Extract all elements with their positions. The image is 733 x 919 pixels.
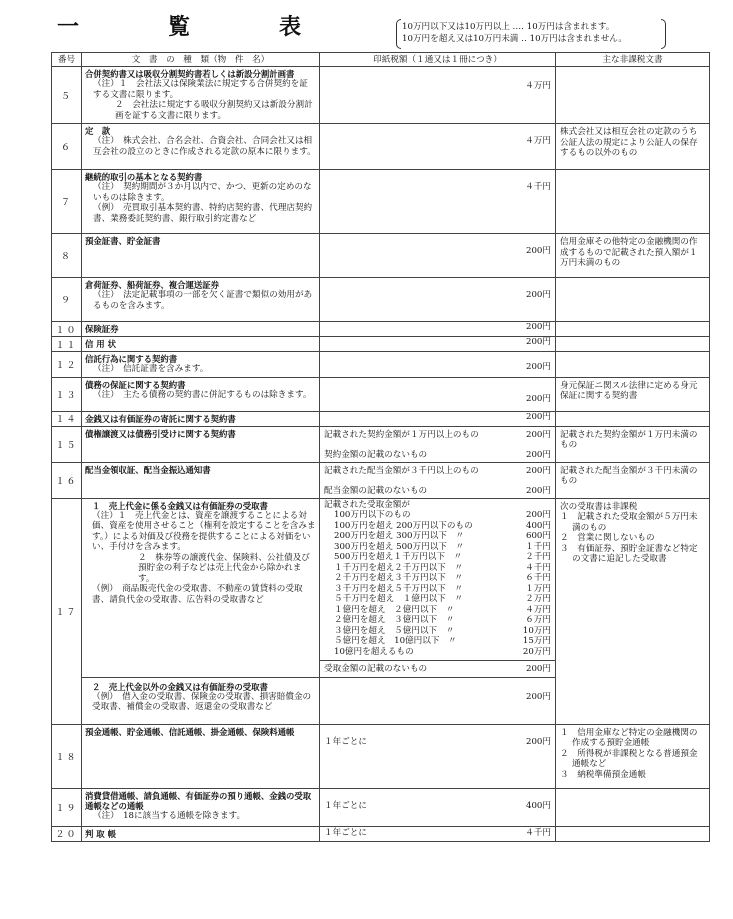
tax-line xyxy=(320,801,555,812)
tax-cell xyxy=(320,677,556,724)
exempt-cell: 信用金庫その他特定の金融機関の作成するもので記載された預入額が１万円未満のもの xyxy=(556,234,710,278)
bracket-amount: １千円 xyxy=(525,541,551,552)
tax-cell xyxy=(320,826,556,841)
header-doc: 文 書 の 種 類（物 件 名） xyxy=(82,53,320,67)
doc-title: 継続的取引の基本となる契約書 xyxy=(85,172,203,182)
doc-cell xyxy=(82,462,320,498)
doc-title: 倉荷証券、船荷証券、複合運送証券 xyxy=(85,280,219,290)
tax-cell xyxy=(320,67,556,124)
bracket-amount: ２万円 xyxy=(525,594,551,604)
tax-desc: 契約金額の記載のないもの xyxy=(324,449,428,460)
doc-title: 合併契約書又は吸収分割契約書若しくは新設分割計画書 xyxy=(85,69,295,79)
bracket-amount: ４万円 xyxy=(525,604,551,615)
bracket-line xyxy=(320,636,555,647)
bracket-line xyxy=(320,615,555,626)
tax-cell xyxy=(320,411,556,426)
tax-amount: 200円 xyxy=(526,449,551,460)
bracket-line xyxy=(320,552,555,563)
doc-title: 信託行為に関する契約書 xyxy=(85,354,178,364)
exempt-line: ３ 納税準備預金通帳 xyxy=(560,769,646,780)
exempt-cell xyxy=(556,278,710,322)
bracket-desc: 10億円を超えるもの xyxy=(334,646,414,657)
table-row xyxy=(52,498,710,677)
tax-line xyxy=(320,445,555,461)
bracket-line xyxy=(320,563,555,574)
table-row xyxy=(52,278,710,322)
exempt-cell xyxy=(556,322,710,337)
exempt-cell xyxy=(556,170,710,234)
bracket-desc: ３億円を超え ５億円以下 〃 xyxy=(334,625,455,636)
doc-title: 信 用 状 xyxy=(85,339,116,349)
bracket-list xyxy=(320,510,555,657)
row-number: ５ xyxy=(52,67,82,124)
exempt-line: １ 記載された受取金額が５万円未満のもの xyxy=(560,512,698,533)
note-line-2: 10万円を超え又は10万円未満 ‥ 10万円は含まれません。 xyxy=(402,34,627,44)
bracket-line xyxy=(320,626,555,637)
doc-note: （注）１ 会社法又は保険業法に規定する合併契約を証する文書に限ります。 xyxy=(93,79,308,100)
tax-line xyxy=(320,427,555,445)
exempt-line: 次の受取書は非課税 xyxy=(560,501,638,512)
row-number: １６ xyxy=(52,462,82,498)
bracket-amount: ２千円 xyxy=(525,552,551,562)
doc-title: ２ 売上代金以外の金銭又は有価証券の受取書 xyxy=(92,681,268,692)
table-row xyxy=(52,337,710,352)
tax-cell xyxy=(320,462,556,498)
tax-line xyxy=(320,827,555,839)
row-number: ７ xyxy=(52,170,82,234)
tax-head: 記載された受取金額が xyxy=(324,499,410,510)
doc-cell xyxy=(82,788,320,826)
tax-amount: 400円 xyxy=(526,800,551,811)
bracket-amount: 600円 xyxy=(526,531,551,541)
doc-note: （注） 信託証書を含みます。 xyxy=(93,364,209,374)
doc-note: ２ 会社法に規定する吸収分割契約又は新設分割計画を証する文書に限ります。 xyxy=(115,100,313,121)
tax-desc: １年ごとに xyxy=(324,827,367,838)
tax-amount: ４千円 xyxy=(525,182,551,192)
tax-cell xyxy=(320,124,556,170)
exempt-cell xyxy=(556,411,710,426)
bracket-amount: ４千円 xyxy=(525,562,551,573)
table-row xyxy=(52,124,710,170)
note-line-1: 10万円以下又は10万円以上 ‥‥ 10万円は含まれます。 xyxy=(402,22,615,32)
doc-title: 保険証券 xyxy=(85,324,119,334)
exempt-cell: 記載された配当金額が３千円未満のもの xyxy=(556,462,710,498)
bracket-desc: ５千万円を超え １億円以下 〃 xyxy=(334,594,463,604)
bracket-desc: ３千万円を超え５千万円以下 〃 xyxy=(334,583,463,594)
doc-cell xyxy=(82,234,320,278)
table-row xyxy=(52,411,710,426)
title-char-2: 覧 xyxy=(168,14,191,40)
bracket-line xyxy=(320,647,555,658)
tax-cell xyxy=(320,278,556,322)
bracket-desc: １千万円を超え２千万円以下 〃 xyxy=(334,562,463,573)
header-num: 番号 xyxy=(52,53,82,67)
bracket-line xyxy=(320,531,555,542)
tax-cell xyxy=(320,170,556,234)
tax-desc: 記載された契約金額が１万円以上のもの xyxy=(324,429,479,440)
exempt-cell xyxy=(556,724,710,788)
exempt-line: ２ 営業に関しないもの xyxy=(560,533,655,543)
doc-cell xyxy=(82,337,320,352)
bracket-amount: 10万円 xyxy=(522,625,551,636)
tax-amount: 200円 xyxy=(526,290,551,300)
doc-cell xyxy=(82,724,320,788)
tax-amount: 200円 xyxy=(526,337,551,347)
doc-cell xyxy=(82,826,320,841)
tax-amount: ４千円 xyxy=(525,827,551,838)
bracket-amount: 20万円 xyxy=(522,646,551,657)
title-area xyxy=(0,0,733,50)
tax-line xyxy=(320,463,555,481)
row-number: １７ xyxy=(52,498,82,724)
bracket-line xyxy=(320,542,555,553)
exempt-cell: 記載された契約金額が１万円未満のもの xyxy=(556,426,710,462)
tax-cell xyxy=(320,337,556,352)
doc-title: 消費貸借通帳、請負通帳、有価証券の預り通帳、金銭の受取通帳などの通帳 xyxy=(85,790,312,811)
exempt-cell xyxy=(556,67,710,124)
row-number: １２ xyxy=(52,352,82,378)
tax-amount: 200円 xyxy=(526,664,551,674)
doc-title: １ 売上代金に係る金銭又は有価証券の受取書 xyxy=(92,500,268,511)
table-row xyxy=(52,352,710,378)
tax-line xyxy=(320,481,555,497)
note-box xyxy=(396,19,666,51)
bracket-amount: １万円 xyxy=(525,583,551,594)
row-number: １０ xyxy=(52,322,82,337)
table-row xyxy=(52,826,710,841)
title-char-1: 一 xyxy=(57,14,80,40)
row-number: ２０ xyxy=(52,826,82,841)
doc-cell xyxy=(82,377,320,411)
bracket-line xyxy=(320,510,555,521)
row-number: １５ xyxy=(52,426,82,462)
doc-cell xyxy=(82,426,320,462)
doc-cell xyxy=(82,322,320,337)
exempt-cell: 株式会社又は相互会社の定款のうち公証人法の規定により公証人の保存するもの以外のもの xyxy=(556,124,710,170)
bracket-amount: 200円 xyxy=(526,510,551,520)
doc-cell xyxy=(82,278,320,322)
header-exempt: 主な非課税文書 xyxy=(556,53,710,67)
exempt-cell xyxy=(556,498,710,724)
doc-cell xyxy=(82,67,320,124)
doc-title: 債務の保証に関する契約書 xyxy=(85,379,186,390)
tax-desc: 記載された配当金額が３千円以上のもの xyxy=(324,465,479,476)
bracket-desc: 200万円を超え 300万円以下 〃 xyxy=(334,531,465,541)
tax-cell xyxy=(320,788,556,826)
bracket-desc: 500万円を超え１千万円以下 〃 xyxy=(334,552,463,562)
bracket-desc: ２千万円を超え３千万円以下 〃 xyxy=(334,573,463,583)
doc-note: （注） 法定記載事項の一部を欠く証書で類似の効用があるものを含みます。 xyxy=(93,290,313,311)
table-row xyxy=(52,377,710,411)
tax-amount: 200円 xyxy=(526,362,551,372)
table-row xyxy=(52,462,710,498)
bracket-amount: ６千円 xyxy=(525,573,551,583)
doc-title: 預金証書、貯金証書 xyxy=(85,236,161,246)
tax-cell xyxy=(320,724,556,788)
tax-amount: ４万円 xyxy=(525,136,551,146)
bracket-amount: 400円 xyxy=(526,520,551,531)
tax-amount: ４万円 xyxy=(525,81,551,91)
exempt-line: ２ 所得税が非課税となる普通預金通帳など xyxy=(560,748,698,769)
header-tax: 印紙税額（１通又は１冊につき） xyxy=(320,53,556,67)
doc-title: 配当金領収証、配当金振込通知書 xyxy=(85,464,211,475)
doc-cell xyxy=(82,677,320,724)
row-number: １９ xyxy=(52,788,82,826)
tax-desc: 受取金額の記載のないもの xyxy=(324,664,428,674)
doc-note: （注） 18に該当する通帳を除きます。 xyxy=(93,810,246,821)
doc-cell xyxy=(82,411,320,426)
bracket-line xyxy=(320,584,555,595)
tax-line xyxy=(320,737,555,748)
row-number: １８ xyxy=(52,724,82,788)
bracket-desc: ５億円を超え 10億円以下 〃 xyxy=(334,636,457,646)
table-row xyxy=(52,788,710,826)
tax-amount: 200円 xyxy=(526,411,551,422)
doc-note: （注） 株式会社、合名会社、合資会社、合同会社又は相互会社の設立のときに作成される定款の原本に限ります。 xyxy=(93,136,316,157)
exempt-cell: 身元保証ニ関スル法律に定める身元保証に関する契約書 xyxy=(556,377,710,411)
row-number: ９ xyxy=(52,278,82,322)
doc-note: （例） 借入金の受取書、保険金の受取書、損害賠償金の受取書、補償金の受取書、返還金の受取書など xyxy=(92,691,312,712)
table-row xyxy=(52,426,710,462)
row-number: ８ xyxy=(52,234,82,278)
row-number: １４ xyxy=(52,411,82,426)
tax-desc: １年ごとに xyxy=(324,736,367,747)
table-row xyxy=(52,234,710,278)
bracket-line xyxy=(320,573,555,584)
doc-cell xyxy=(82,498,320,677)
row-number: １３ xyxy=(52,377,82,411)
tax-desc: 配当金額の記載のないもの xyxy=(324,485,428,496)
bracket-desc: ２億円を超え ３億円以下 〃 xyxy=(334,615,455,625)
tax-cell xyxy=(320,322,556,337)
tax-amount: 200円 xyxy=(526,429,551,440)
tax-cell xyxy=(320,498,556,677)
tax-cell xyxy=(320,426,556,462)
tax-amount: 200円 xyxy=(526,322,551,332)
doc-note: （注） 主たる債務の契約書に併記するものは除きます。 xyxy=(93,389,312,400)
doc-note: （例） 売買取引基本契約書、特約店契約書、代理店契約書、業務委託契約書、銀行取引約定書など xyxy=(93,203,313,224)
doc-title: 預金通帳、貯金通帳、信託通帳、掛金通帳、保険料通帳 xyxy=(85,726,295,737)
doc-title: 定 款 xyxy=(85,126,111,136)
exempt-cell xyxy=(556,788,710,826)
title-char-3: 表 xyxy=(279,14,302,40)
tax-line xyxy=(320,660,555,677)
exempt-line: ３ 有価証券、預貯金証書など特定の文書に追記した受取書 xyxy=(560,543,698,564)
exempt-cell xyxy=(556,826,710,841)
doc-note: ２ 株券等の譲渡代金、保険料、公社債及び預貯金の利子などは売上代金から除かれます。 xyxy=(138,552,310,584)
row-number: １１ xyxy=(52,337,82,352)
table-row xyxy=(52,170,710,234)
doc-note: （注）１ 売上代金とは、資産を譲渡することによる対価、資産を使用させること（権利を設定することを含みます。）による対価及び役務を提供することによる対価をいい、手付けを含みます。 xyxy=(92,510,316,552)
bracket-amount: ６万円 xyxy=(525,615,551,625)
doc-note: （注） 契約期間が３か月以内で、かつ、更新の定めのないものは除きます。 xyxy=(93,182,312,203)
header-row xyxy=(52,53,710,67)
bracket-desc: 100万円を超え 200万円以下のもの xyxy=(334,520,473,531)
doc-cell xyxy=(82,170,320,234)
row-number: ６ xyxy=(52,124,82,170)
tax-cell xyxy=(320,234,556,278)
bracket-desc: 300万円を超え 500万円以下 〃 xyxy=(334,541,465,552)
tax-amount: 200円 xyxy=(526,736,551,747)
tax-cell xyxy=(320,352,556,378)
doc-note: （例） 商品販売代金の受取書、不動産の賃貸料の受取書、請負代金の受取書、広告料の受取書など xyxy=(92,584,303,605)
bracket-amount: 15万円 xyxy=(522,636,551,646)
tax-amount: 200円 xyxy=(526,485,551,496)
exempt-cell xyxy=(556,352,710,378)
doc-title: 債権譲渡又は債務引受けに関する契約書 xyxy=(85,428,236,439)
tax-cell xyxy=(320,377,556,411)
tax-amount: 200円 xyxy=(526,246,551,256)
tax-amount: 200円 xyxy=(526,691,551,702)
table-row xyxy=(52,67,710,124)
doc-cell xyxy=(82,352,320,378)
tax-amount: 200円 xyxy=(526,393,551,404)
doc-title: 判 取 帳 xyxy=(85,828,116,839)
bracket-line xyxy=(320,521,555,532)
bracket-desc: １億円を超え ２億円以下 〃 xyxy=(334,604,455,615)
doc-cell xyxy=(82,124,320,170)
doc-title: 金銭又は有価証券の寄託に関する契約書 xyxy=(85,413,236,424)
tax-desc: １年ごとに xyxy=(324,800,367,811)
table-row xyxy=(52,322,710,337)
table-row xyxy=(52,724,710,788)
exempt-cell xyxy=(556,337,710,352)
stamp-tax-table xyxy=(51,52,710,842)
bracket-desc: 100万円以下のもの xyxy=(334,510,411,520)
bracket-line xyxy=(320,594,555,605)
exempt-line: １ 信用金庫など特定の金融機関の作成する預貯金通帳 xyxy=(560,727,698,748)
bracket-line xyxy=(320,605,555,616)
tax-amount: 200円 xyxy=(526,465,551,476)
